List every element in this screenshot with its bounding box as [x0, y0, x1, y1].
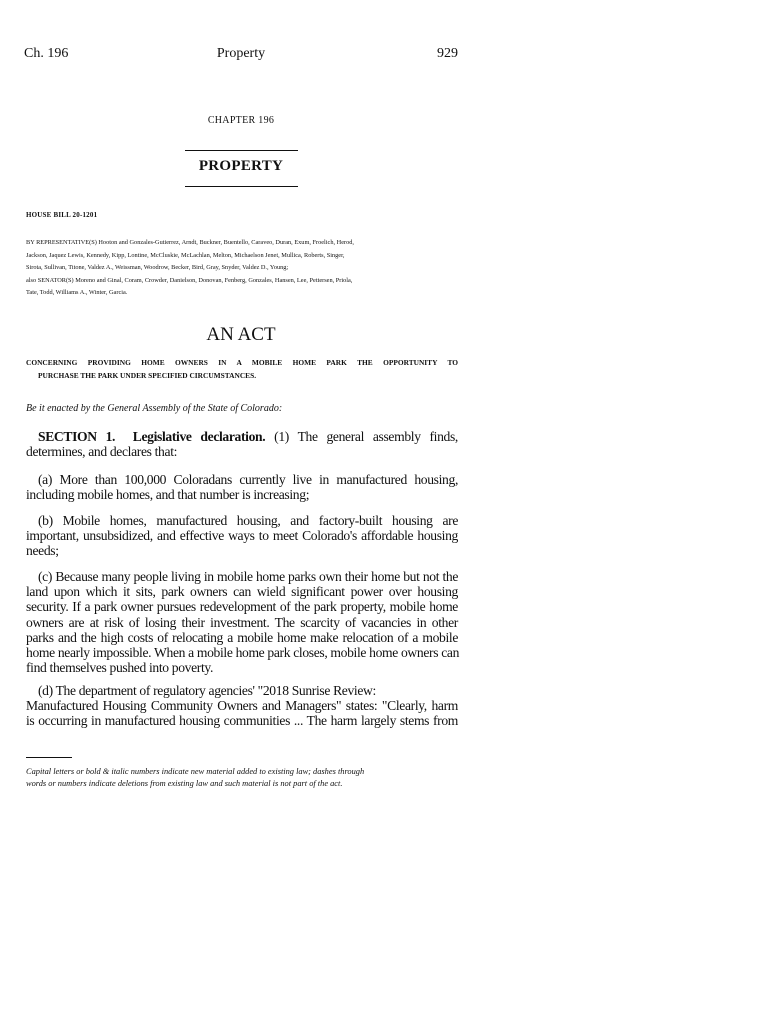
page-number: 929 — [437, 46, 458, 61]
sponsor-list — [26, 237, 458, 300]
paragraph-line: home nearly impossible. When a mobile home park closes, mobile home owners can — [26, 645, 460, 661]
chapter-reference: Ch. 196 — [24, 46, 69, 61]
paragraph-line: (a) More than 100,000 Coloradans currently live in manufactured housing, — [38, 472, 458, 487]
section-1-declaration — [26, 429, 458, 459]
section-text: (1) The general assembly finds, — [274, 429, 458, 444]
enacting-clause: Be it enacted by the General Assembly of the State of Colorado: — [26, 403, 283, 414]
running-header — [24, 46, 458, 66]
paragraph-line: (d) The department of regulatory agencies' "2018 Sunrise Review: — [38, 683, 376, 698]
title-rule-top — [185, 150, 298, 151]
bill-number: HOUSE BILL 20-1201 — [26, 211, 98, 219]
paragraph-line: (b) Mobile homes, manufactured housing, and factory-built housing are — [38, 513, 458, 528]
paragraph-line: find themselves pushed into poverty. — [26, 660, 213, 676]
section-text-line: determines, and declares that: — [26, 444, 178, 460]
paragraph-a — [26, 472, 458, 502]
section-first-line — [26, 429, 458, 444]
paragraph-line: needs; — [26, 543, 59, 559]
footnote-line: Capital letters or bold & italic numbers indicate new material added to existing law; dashes through — [26, 767, 365, 776]
header-topic: Property — [216, 46, 266, 61]
chapter-title: PROPERTY — [198, 158, 284, 174]
paragraph-line: important, unsubsidized, and effective ways to meet Colorado's affordable housing — [26, 528, 458, 544]
paragraph-line: land upon which it sits, park owners can wield significant power over housing — [26, 584, 458, 600]
paragraph-line: including mobile homes, and that number is increasing; — [26, 487, 310, 503]
paragraph-c — [26, 569, 458, 675]
footnote-rule — [26, 757, 72, 758]
footnote — [26, 766, 458, 790]
sponsor-line: Jackson, Jaquez Lewis, Kennedy, Kipp, Lontine, McCluskie, McLachlan, Melton, Michaelson Jenet, Mullica, Roberts, Singer, — [26, 251, 345, 259]
act-concerning-clause — [26, 356, 458, 382]
paragraph-line: security. If a park owner pursues redevelopment of the park property, mobile home — [26, 599, 458, 615]
act-heading: AN ACT — [206, 324, 276, 345]
title-rule-bottom — [185, 186, 298, 187]
paragraph-line: parks and the high costs of relocating a mobile home make relocation of a mobile — [26, 629, 458, 645]
paragraph-line: owners are at risk of losing their investment. The scarcity of vacancies in other — [26, 614, 458, 630]
concerning-line: CONCERNING PROVIDING HOME OWNERS IN A MOBILE HOME PARK THE OPPORTUNITY TO — [26, 358, 458, 367]
sponsor-line: Sirota, Sullivan, Titone, Valdez A., Weissman, Woodrow, Becker, Bird, Gray, Snyder, Valdez D., Young; — [26, 264, 289, 272]
concerning-line: PURCHASE THE PARK UNDER SPECIFIED CIRCUMSTANCES. — [38, 371, 257, 380]
paragraph-line: (c) Because many people living in mobile home parks own their home but not the — [38, 569, 458, 584]
paragraph-b — [26, 513, 458, 559]
sponsor-line: also SENATOR(S) Moreno and Ginal, Coram, Crowder, Danielson, Donovan, Fenberg, Gonzales, Hansen, Lee, Pettersen, Priola, — [26, 276, 353, 284]
sponsor-line: BY REPRESENTATIVE(S) Hooton and Gonzales-Gutierrez, Arndt, Buckner, Buentello, Caraveo, Duran, Exum, Froelich, Herod, — [26, 239, 354, 246]
section-label: SECTION 1. — [38, 429, 116, 444]
paragraph-line: is occurring in manufactured housing communities ... The harm largely stems from — [26, 713, 458, 729]
footnote-line: words or numbers indicate deletions from existing law and such material is not part of the act. — [26, 779, 343, 788]
chapter-number: CHAPTER 196 — [207, 115, 275, 126]
paragraph-line: Manufactured Housing Community Owners and Managers" states: "Clearly, harm — [26, 698, 458, 714]
section-heading: Legislative declaration. — [132, 429, 266, 444]
sponsor-line: Tate, Todd, Williams A., Winter, Garcia. — [26, 289, 128, 297]
paragraph-d — [26, 683, 458, 729]
